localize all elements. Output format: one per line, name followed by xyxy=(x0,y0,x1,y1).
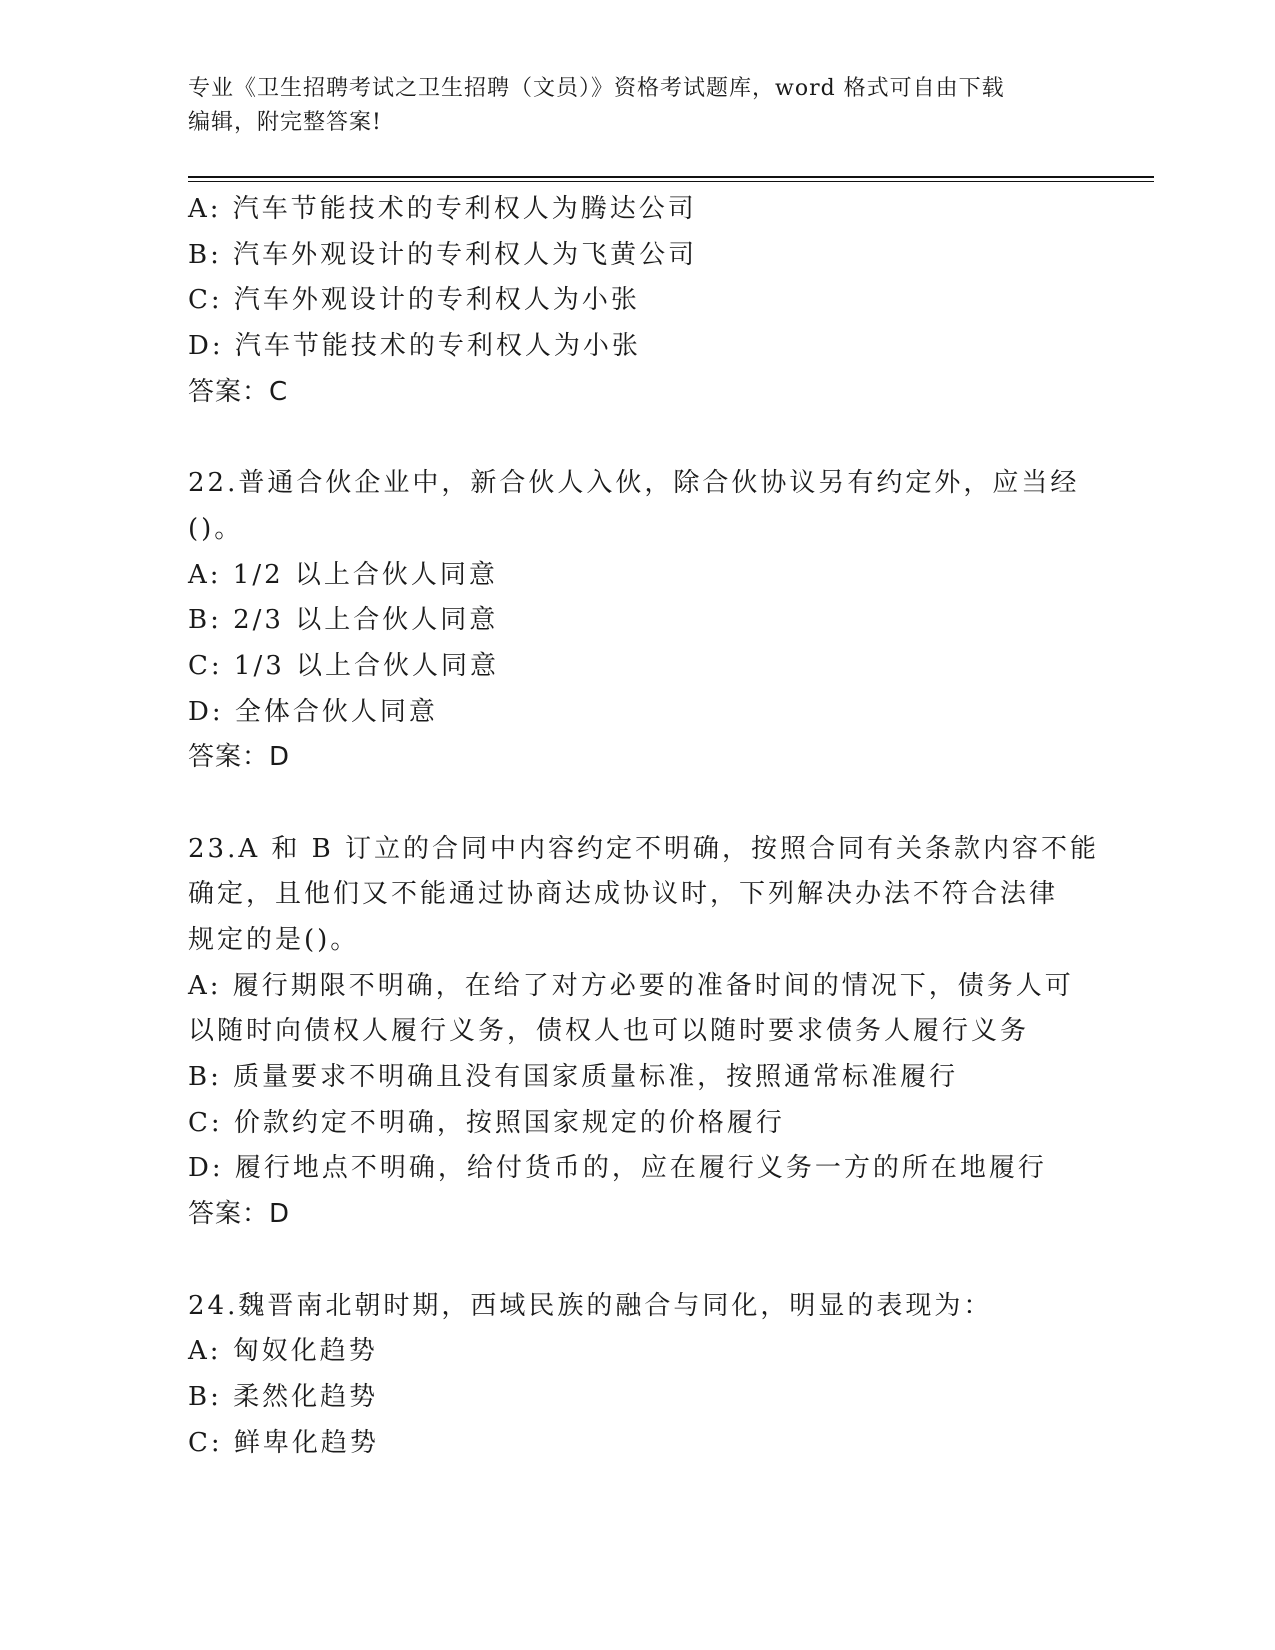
question-stem: 22.普通合伙企业中，新合伙人入伙，除合伙协议另有约定外，应当经 xyxy=(188,468,1080,499)
question-24 xyxy=(188,1284,1088,1467)
option-a: A: 匈奴化趋势 xyxy=(188,1336,378,1367)
spacer xyxy=(188,415,1088,461)
question-22 xyxy=(188,461,1088,781)
header-rule-thick xyxy=(188,176,1154,178)
question-23 xyxy=(188,827,1100,1238)
question-stem: 确定，且他们又不能通过协商达成协议时，下列解决办法不符合法律 xyxy=(188,879,1059,910)
option-d: D: 履行地点不明确，给付货币的，应在履行义务一方的所在地履行 xyxy=(188,1153,1047,1184)
option-c: C: 价款约定不明确，按照国家规定的价格履行 xyxy=(188,1107,785,1138)
option-d: D: 汽车节能技术的专利权人为小张 xyxy=(188,331,641,362)
question-stem: 23.A 和 B 订立的合同中内容约定不明确，按照合同有关条款内容不能 xyxy=(188,833,1100,864)
option-b: B: 2/3 以上合伙人同意 xyxy=(188,605,499,636)
question-stem: 规定的是()。 xyxy=(188,925,360,955)
header-line-1: 专业《卫生招聘考试之卫生招聘（文员）》资格考试题库，word 格式可自由下载 xyxy=(188,76,1005,101)
answer-line: 答案：C xyxy=(188,376,289,407)
option-d: D: 全体合伙人同意 xyxy=(188,696,438,727)
option-a: A: 1/2 以上合伙人同意 xyxy=(188,559,498,590)
option-c: C: 鲜卑化趋势 xyxy=(188,1427,379,1458)
option-c: C: 汽车外观设计的专利权人为小张 xyxy=(188,285,640,316)
question-21 xyxy=(188,187,1088,415)
question-list xyxy=(188,187,1100,1466)
answer-line: 答案：D xyxy=(188,1199,291,1230)
spacer xyxy=(188,1238,1088,1284)
header-rule-thin xyxy=(188,181,1154,182)
answer-line: 答案：D xyxy=(188,742,291,773)
spacer xyxy=(188,781,1088,827)
option-a: A: 汽车节能技术的专利权人为腾达公司 xyxy=(188,194,697,224)
option-c: C: 1/3 以上合伙人同意 xyxy=(188,650,500,681)
option-b: B: 柔然化趋势 xyxy=(188,1381,379,1412)
option-b: B: 汽车外观设计的专利权人为飞黄公司 xyxy=(188,239,698,270)
question-stem: ()。 xyxy=(188,513,244,544)
header-line-2: 编辑，附完整答案! xyxy=(188,110,382,135)
option-a: A: 履行期限不明确，在给了对方必要的准备时间的情况下，债务人可 xyxy=(188,970,1074,1001)
option-b: B: 质量要求不明确且没有国家质量标准，按照通常标准履行 xyxy=(188,1062,959,1093)
option-a-continued: 以随时向债权人履行义务，债权人也可以随时要求债务人履行义务 xyxy=(188,1016,1030,1047)
question-stem: 24.魏晋南北朝时期，西域民族的融合与同化，明显的表现为： xyxy=(188,1290,993,1321)
document-header xyxy=(188,72,1088,140)
